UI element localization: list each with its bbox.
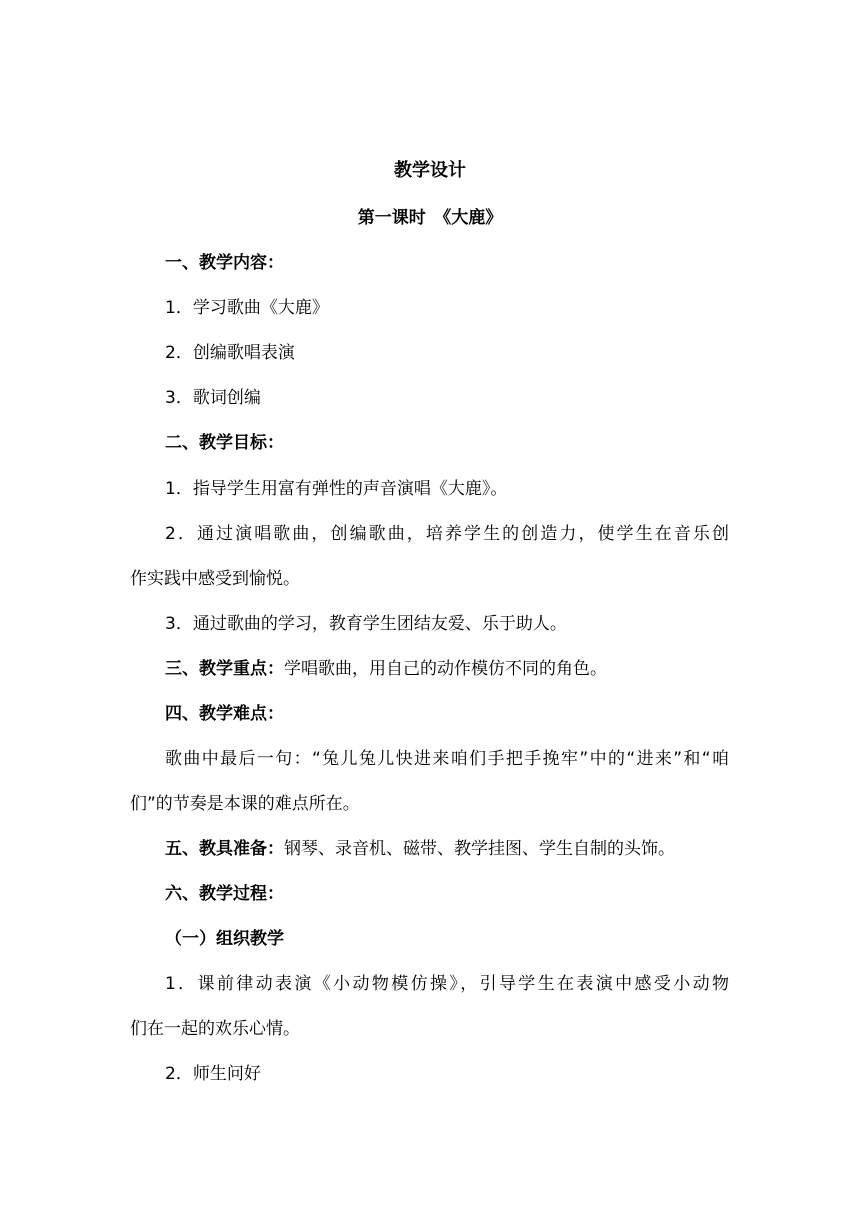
difficulty-line-1: 歌曲中最后一句：“兔儿兔儿快进来咱们手把手挽牢”中的“进来”和“咱 bbox=[165, 749, 729, 769]
key-point-paragraph bbox=[165, 657, 607, 681]
content-item-2: 2．创编歌唱表演 bbox=[165, 343, 295, 363]
subsection-heading-organize: （一）组织教学 bbox=[165, 929, 284, 949]
content-item-1: 1．学习歌曲《大鹿》 bbox=[165, 298, 329, 318]
content-item-3: 3．歌词创编 bbox=[165, 388, 261, 408]
section-heading-goals: 二、教学目标： bbox=[165, 433, 284, 453]
difficulty-line-2: 们”的节奏是本课的难点所在。 bbox=[130, 794, 360, 814]
process-item-1-line-1: 1．课前律动表演《小动物模仿操》，引导学生在表演中感受小动物 bbox=[165, 974, 729, 994]
goal-item-3: 3．通过歌曲的学习，教育学生团结友爱、乐于助人。 bbox=[165, 614, 567, 634]
section-heading-difficulty: 四、教学难点： bbox=[165, 704, 284, 724]
process-item-1-line-2: 们在一起的欢乐心情。 bbox=[130, 1019, 300, 1039]
process-item-2: 2．师生问好 bbox=[165, 1064, 261, 1084]
goal-item-1: 1．指导学生用富有弹性的声音演唱《大鹿》。 bbox=[165, 479, 508, 499]
goal-item-2-line-2: 作实践中感受到愉悦。 bbox=[130, 569, 300, 589]
section-heading-materials: 五、教具准备： bbox=[165, 839, 284, 859]
materials-paragraph bbox=[165, 837, 675, 861]
lesson-subtitle: 第一课时 《大鹿》 bbox=[357, 208, 503, 228]
document-title: 教学设计 bbox=[394, 160, 466, 181]
materials-text: 钢琴、录音机、磁带、教学挂图、学生自制的头饰。 bbox=[284, 839, 675, 859]
goal-item-2-line-1: 2．通过演唱歌曲，创编歌曲，培养学生的创造力，使学生在音乐创 bbox=[165, 524, 729, 544]
section-heading-content: 一、教学内容： bbox=[165, 253, 284, 273]
section-heading-process: 六、教学过程： bbox=[165, 884, 284, 904]
section-heading-key-point: 三、教学重点： bbox=[165, 659, 284, 679]
key-point-text: 学唱歌曲，用自己的动作模仿不同的角色。 bbox=[284, 659, 607, 679]
